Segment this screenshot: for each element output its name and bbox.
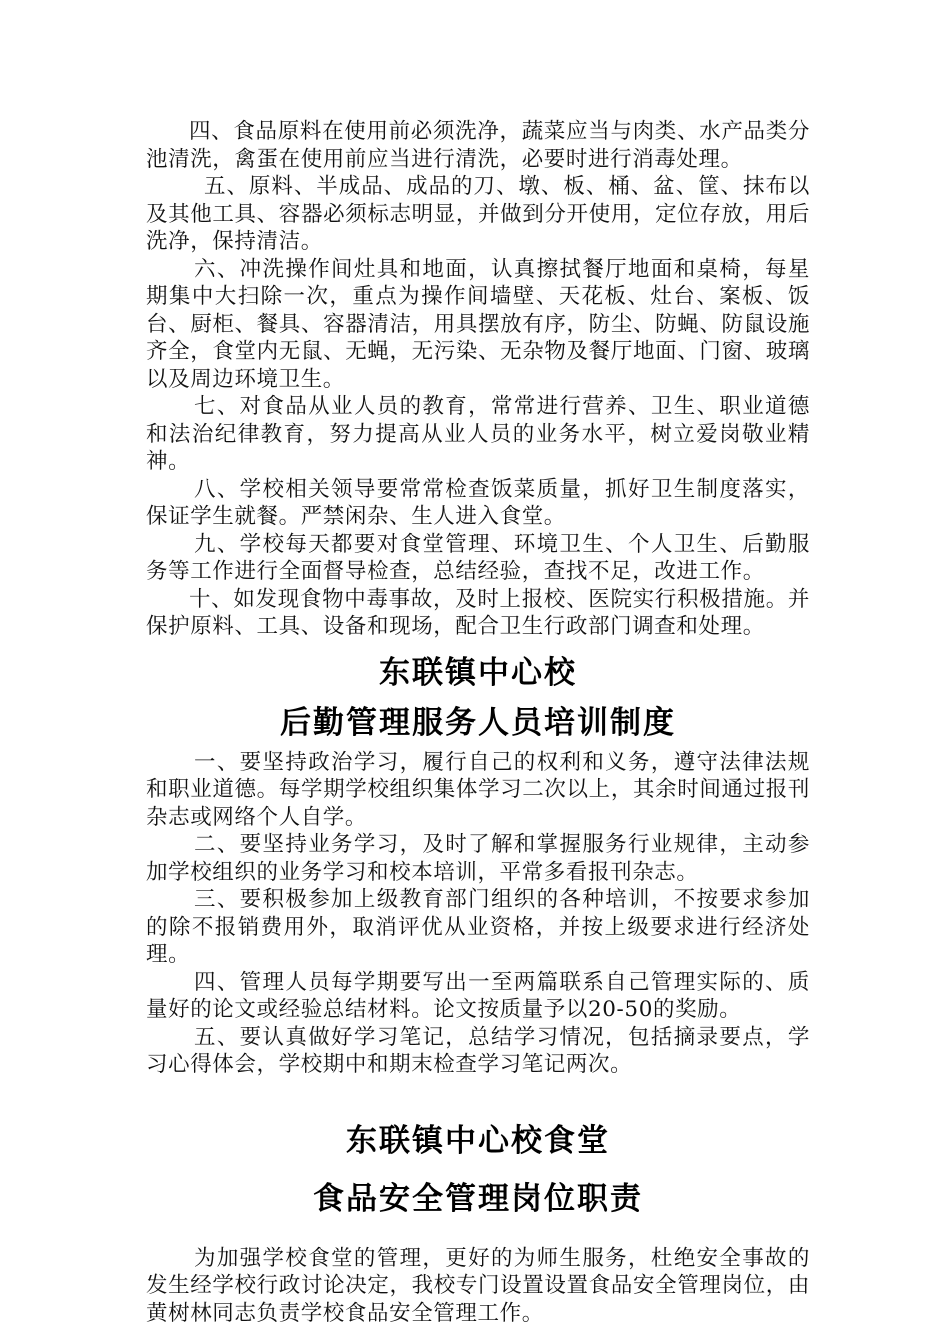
section-title-school: 东联镇中心校	[379, 654, 577, 691]
paragraph-training-3: 三、要积极参加上级教育部门组织的各种培训，不按要求参加的除不报销费用外，取消评优从业资格，并按上级要求进行经济处理。	[146, 887, 810, 967]
section-title-training: 后勤管理服务人员培训制度	[280, 704, 676, 741]
paragraph-training-5: 五、要认真做好学习笔记，总结学习情况，包括摘录要点，学习心得体会，学校期中和期末检查学习笔记两次。	[146, 1024, 810, 1077]
paragraph-rule-6: 六、冲洗操作间灶具和地面，认真擦拭餐厅地面和桌椅，每星期集中大扫除一次，重点为操作间墙壁、天花板、灶台、案板、饭台、厨柜、餐具、容器清洁，用具摆放有序，防尘、防蝇、防鼠设施齐全，食堂内无鼠、无蝇，无污染、无杂物及餐厅地面、门窗、玻璃以及周边环境卫生。	[146, 256, 810, 392]
section-canteen-rules	[146, 118, 810, 641]
paragraph-training-1: 一、要坚持政治学习，履行自己的权利和义务，遵守法律法规和职业道德。每学期学校组织集体学习二次以上，其余时间通过报刊杂志或网络个人自学。	[146, 749, 810, 830]
document-page	[146, 118, 810, 1327]
section-title-canteen: 东联镇中心校食堂	[346, 1122, 610, 1159]
paragraph-rule-7: 七、对食品从业人员的教育，常常进行营养、卫生、职业道德和法治纪律教育，努力提高从业人员的业务水平，树立爱岗敬业精神。	[146, 394, 810, 474]
paragraph-rule-9: 九、学校每天都要对食堂管理、环境卫生、个人卫生、后勤服务等工作进行全面督导检查，总结经验，查找不足，改进工作。	[146, 531, 810, 584]
section-title-food-safety: 食品安全管理岗位职责	[313, 1180, 643, 1217]
paragraph-food-safety-intro: 为加强学校食堂的管理，更好的为师生服务，杜绝安全事故的发生经学校行政讨论决定，我校专门设置设置食品安全管理岗位，由黄树林同志负责学校食品安全管理工作。	[146, 1245, 810, 1326]
paragraph-training-4: 四、管理人员每学期要写出一至两篇联系自己管理实际的、质量好的论文或经验总结材料。论文按质量予以20-50的奖励。	[146, 969, 810, 1022]
section-food-safety-duties	[146, 1121, 810, 1328]
paragraph-rule-8: 八、学校相关领导要常常检查饭菜质量，抓好卫生制度落实，保证学生就餐。严禁闲杂、生人进入食堂。	[146, 476, 810, 529]
paragraph-rule-10: 十、如发现食物中毒事故，及时上报校、医院实行积极措施。并保护原料、工具、设备和现场，配合卫生行政部门调查和处理。	[146, 586, 810, 639]
paragraph-rule-5: 五、原料、半成品、成品的刀、墩、板、桶、盆、筐、抹布以及其他工具、容器必须标志明显，并做到分开使用，定位存放，用后洗净，保持清洁。	[146, 174, 810, 254]
paragraph-rule-4: 四、食品原料在使用前必须洗净，蔬菜应当与肉类、水产品类分池清洗，禽蛋在使用前应当进行清洗，必要时进行消毒处理。	[146, 119, 810, 172]
section-training-system	[146, 653, 810, 1079]
paragraph-training-2: 二、要坚持业务学习，及时了解和掌握服务行业规律，主动参加学校组织的业务学习和校本培训，平常多看报刊杂志。	[146, 832, 810, 885]
